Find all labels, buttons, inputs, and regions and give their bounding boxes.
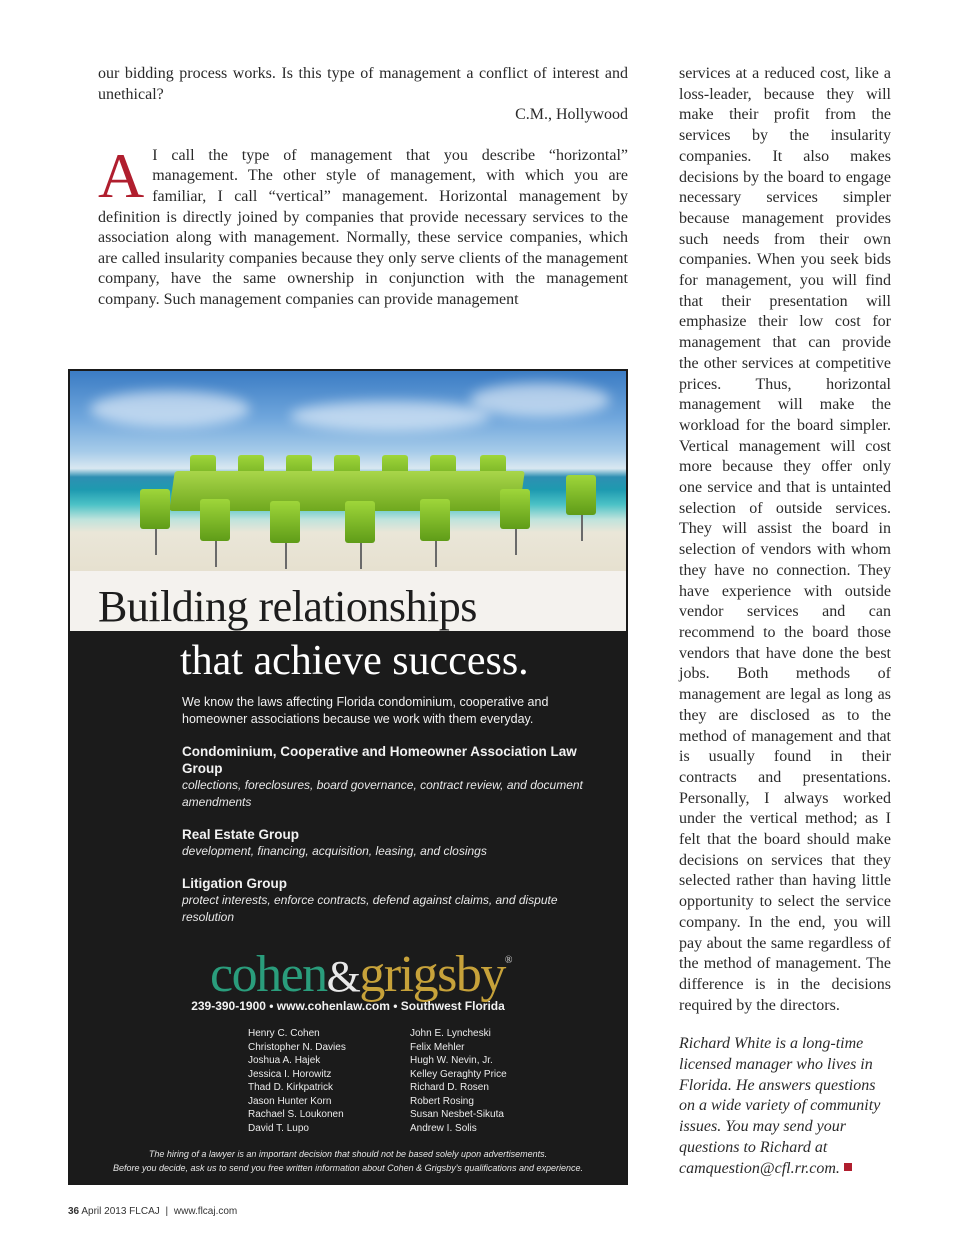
attorney-name: Jessica I. Horowitz: [248, 1068, 332, 1080]
ad-group-desc: development, financing, acquisition, leasing, and closings: [182, 844, 487, 858]
ad-beach-photo: [70, 371, 626, 583]
cohen-grigsby-logo: cohen&grigsby®: [210, 946, 512, 1003]
ad-disclaimer: The hiring of a lawyer is an important decision that should not be based solely upon advertisements. Before you decide, ask us to send you free written information about Cohen & Grigsby's qualifications and experience.: [113, 1149, 583, 1173]
footer-publication: FLCAJ: [129, 1206, 160, 1217]
ad-headline-line2: that achieve success.: [180, 638, 529, 684]
page-number: 36: [68, 1206, 80, 1217]
footer-separator: |: [165, 1206, 169, 1217]
ad-group-title: Litigation Group: [182, 876, 287, 891]
ad-headline-line1: Building relationships: [98, 582, 477, 631]
end-mark-icon: [844, 1163, 852, 1171]
ad-contact-line: 239-390-1900 • www.cohenlaw.com • Southwest Florida: [191, 999, 505, 1013]
ad-group-desc: protect interests, enforce contracts, defend against claims, and dispute resolution: [182, 893, 558, 924]
answer-paragraph: [98, 139, 628, 311]
answer-text: I call the type of management that you describe “horizontal” management. The other style of management, with which you are familiar, I call “vertical” management. Horizontal management by definition is directly joined by companies that provide necessary services to the association along with management. Normally, these service companies, which are called insularity companies because they only serve clients of the management company, have the same ownership in conjunction with the management company. Such management companies can provide management: [98, 146, 628, 308]
attorney-name: Joshua A. Hajek: [248, 1055, 321, 1066]
attorney-name: Rachael S. Loukonen: [248, 1109, 344, 1120]
attorney-list-right: [410, 1027, 507, 1135]
footer-issue: April 2013: [81, 1206, 127, 1217]
right-column-text: services at a reduced cost, like a loss-leader, because they will make their profit from the services by the insularity companies. It also makes decisions by the board to engage necessary services simpler because management provides such needs from their own companies. When you seek bids for management, you will find that their presentation will emphasize their low cost for management that can provide the other services at competitive prices. Thus, horizontal management will make the workload for the board simpler. Vertical management will cost more because they offer only one service and that is untainted selection of outside services. They will assist the board in selection of vendors with whom they have no connection. They have experience with outside vendor services and can recommend to the board those vendors that have done the best jobs. Both methods of management are legal as long as they are disclosed as to the method of management and that is usually found in their contracts and presentations. Personally, I always worked under the vertical method; as I felt that the board should make decisions on services that they selected rather than having little opportunity to select the service company. In the end, you will pay about the same regardless of the method of management. The difference is in the decisions required by the directors.: [679, 65, 891, 1014]
attorney-name: Thad D. Kirkpatrick: [248, 1082, 334, 1093]
attorney-list-left: [248, 1027, 346, 1135]
ad-group-title: Real Estate Group: [182, 827, 300, 842]
cohen-grigsby-advertisement: [68, 369, 628, 1185]
article-left-column: [98, 64, 628, 311]
question-text: our bidding process works. Is this type of management a conflict of interest and unethical?: [98, 65, 628, 103]
attorney-name: Robert Rosing: [410, 1095, 474, 1107]
attorney-name: John E. Lyncheski: [410, 1028, 491, 1039]
attorney-name: Hugh W. Nevin, Jr.: [410, 1055, 493, 1066]
footer-website: www.flcaj.com: [173, 1206, 238, 1217]
ad-intro: We know the laws affecting Florida condominium, cooperative and homeowner associations because we work with them everyday.: [182, 695, 549, 726]
ad-group-desc: collections, foreclosures, board governance, contract review, and document amendments: [182, 778, 583, 809]
question-signature: C.M., Hollywood: [515, 106, 628, 124]
attorney-name: Christopher N. Davies: [248, 1041, 346, 1053]
answer-dropcap: A: [98, 139, 145, 211]
author-bio: Richard White is a long-time licensed manager who lives in Florida. He answers questions on a wide variety of community issues. You may send your questions to Richard at camquestion@cfl.rr.com.: [679, 1035, 881, 1177]
ad-practice-group: [182, 826, 602, 860]
attorney-name: David T. Lupo: [248, 1122, 309, 1134]
page-footer: [68, 1206, 237, 1217]
article-right-column: [679, 64, 891, 1179]
attorney-name: Andrew I. Solis: [410, 1122, 477, 1134]
attorney-name: Jason Hunter Korn: [248, 1095, 332, 1107]
attorney-name: Henry C. Cohen: [248, 1028, 320, 1039]
attorney-name: Susan Nesbet-Sikuta: [410, 1109, 504, 1120]
attorney-name: Richard D. Rosen: [410, 1082, 489, 1093]
ad-practice-group: [182, 875, 602, 926]
attorney-name: Kelley Geraghty Price: [410, 1068, 507, 1080]
ad-practice-group: [182, 743, 602, 811]
attorney-name: Felix Mehler: [410, 1041, 465, 1053]
ad-group-title: Condominium, Cooperative and Homeowner Association Law Group: [182, 744, 577, 776]
